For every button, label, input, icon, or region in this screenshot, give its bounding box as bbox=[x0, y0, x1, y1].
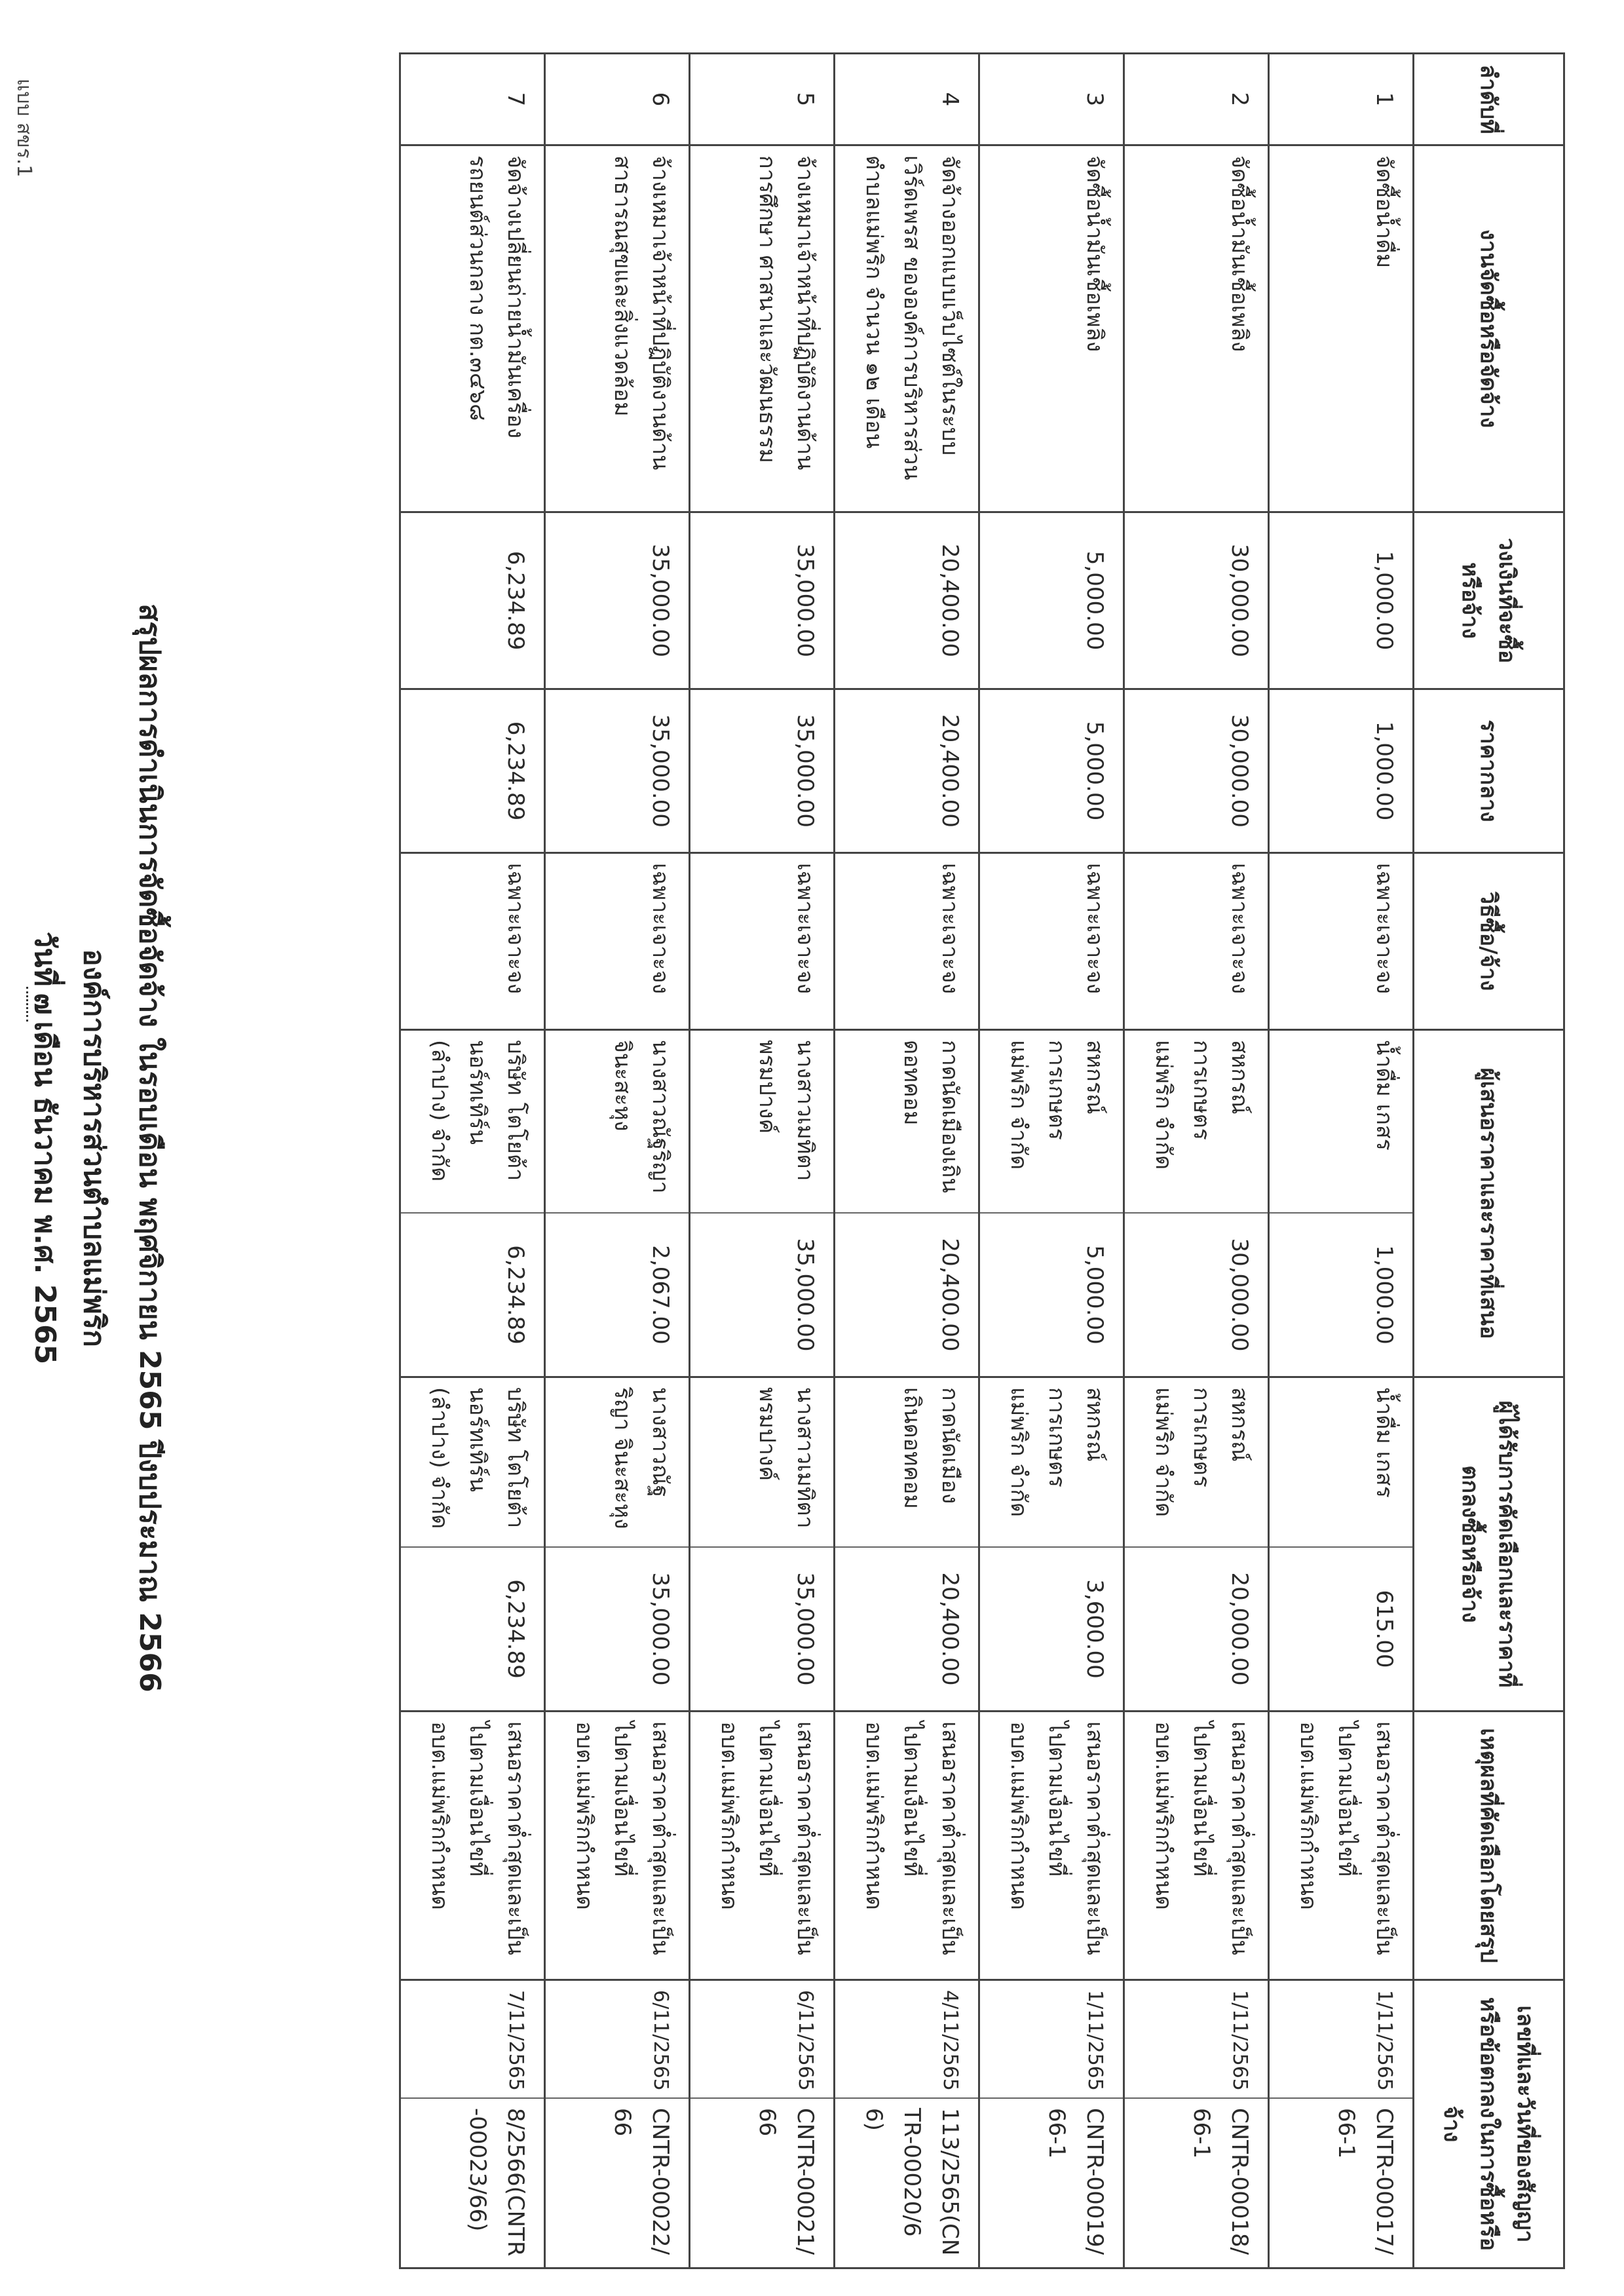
work-description: จัดซื้อน้ำดื่ม bbox=[1269, 145, 1414, 512]
winner-price: 3,600.00 bbox=[1082, 1579, 1108, 1679]
row-number: 6 bbox=[545, 54, 690, 145]
budget-amount: 35,000.00 bbox=[545, 512, 690, 689]
winner-price: 20,400.00 bbox=[937, 1572, 963, 1686]
procurement-table bbox=[399, 52, 1565, 2269]
bidder-name: นางสาวณัฐริญา จินะสะหุง bbox=[546, 1031, 689, 1214]
bidder bbox=[545, 1030, 690, 1377]
work-description: จ้างเหมาเจ้าหน้าที่ปฏิบัติงานด้านการศึกษา ศาสนาและวัฒนธรรม bbox=[690, 145, 835, 512]
header-median-price: ราคากลาง bbox=[1414, 689, 1564, 853]
bidder bbox=[1269, 1030, 1414, 1377]
organization-name: องค์การบริหารส่วนตำบลแม่พริก bbox=[77, 949, 111, 1347]
budget-amount: 1,000.00 bbox=[1269, 512, 1414, 689]
contract-number: 8/2566(CNTR-00023/66) bbox=[464, 2108, 529, 2257]
contract-date: 7/11/2565 bbox=[401, 1981, 544, 2099]
row-number: 4 bbox=[835, 54, 979, 145]
contract-number: CNTR-00018/66-1 bbox=[1188, 2108, 1253, 2255]
procurement-method: เฉพาะเจาะจง bbox=[979, 853, 1124, 1030]
document-title: สรุปผลการดำเนินการจัดซื้อจัดจ้าง ในรอบเดือน พฤศจิกายน 2565 ปีงบประมาณ 2566 bbox=[133, 603, 166, 1693]
bidder-name: น้ำดื่ม เกสร bbox=[1270, 1031, 1412, 1214]
header-winner: ผู้ได้รับการคัดเลือกและราคาที่ตกลงซื้อหรือจ้าง bbox=[1414, 1377, 1564, 1712]
median-price: 5,000.00 bbox=[979, 689, 1124, 853]
winner bbox=[1124, 1377, 1269, 1712]
winner bbox=[690, 1377, 835, 1712]
winner-price: 35,000.00 bbox=[792, 1572, 818, 1686]
bidder-name: สหกรณ์การเกษตรแม่พริก จำกัด bbox=[1125, 1031, 1268, 1214]
procurement-method: เฉพาะเจาะจง bbox=[690, 853, 835, 1030]
table-row bbox=[1269, 54, 1414, 2268]
contract-number: CNTR-00019/66-1 bbox=[1044, 2108, 1108, 2255]
bidder-name: นางสาวเมทิตา พรมปางค์ bbox=[690, 1031, 833, 1214]
table-row bbox=[690, 54, 835, 2268]
work-description: จัดจ้างเปลี่ยนถ่ายน้ำมันเครื่องรถยนต์ส่วนกลาง กต.๓๔๖๘ bbox=[400, 145, 545, 512]
winner bbox=[979, 1377, 1124, 1712]
median-price: 30,000.00 bbox=[1124, 689, 1269, 853]
table-row bbox=[979, 54, 1124, 2268]
contract-date: 6/11/2565 bbox=[546, 1981, 689, 2099]
winner bbox=[1269, 1377, 1414, 1712]
selection-reason: เสนอราคาต่ำสุดและเป็นไปตามเงื่อนไขที่ อบต.แม่พริกกำหนด bbox=[545, 1712, 690, 1980]
winner-name: กาดนัดเมืองเถินดอทคอม bbox=[835, 1378, 978, 1548]
budget-amount: 5,000.00 bbox=[979, 512, 1124, 689]
winner-name: นางสาวเมทิตา พรมปางค์ bbox=[690, 1378, 833, 1548]
contract-date: 1/11/2565 bbox=[1125, 1981, 1268, 2099]
contract-info bbox=[545, 1980, 690, 2268]
bidder bbox=[690, 1030, 835, 1377]
median-price: 35,000.00 bbox=[690, 689, 835, 853]
winner-name: สหกรณ์การเกษตรแม่พริก จำกัด bbox=[1125, 1378, 1268, 1548]
winner-price: 6,234.89 bbox=[502, 1579, 529, 1679]
header-contract: เลขที่และวันที่ของสัญญาหรือข้อตกลงในการซื้อหรือจ้าง bbox=[1414, 1980, 1564, 2268]
work-description: จัดซื้อน้ำมันเชื้อเพลิง bbox=[979, 145, 1124, 512]
table-row bbox=[1124, 54, 1269, 2268]
form-code: แบบ สขร.1 bbox=[12, 79, 35, 178]
winner bbox=[400, 1377, 545, 1712]
row-number: 1 bbox=[1269, 54, 1414, 145]
work-description: จัดจ้างออกแบบเว็บไซต์ในระบบเวิร์ดเพรส ขององค์การบริหารส่วนตำบลแม่พริก จำนวน ๑๒ เดือน bbox=[835, 145, 979, 512]
selection-reason: เสนอราคาต่ำสุดและเป็นไปตามเงื่อนไขที่ อบต.แม่พริกกำหนด bbox=[690, 1712, 835, 1980]
winner-price: 20,000.00 bbox=[1226, 1572, 1253, 1686]
bidder-name: สหกรณ์การเกษตรแม่พริก จำกัด bbox=[980, 1031, 1123, 1214]
contract-info bbox=[835, 1980, 979, 2268]
procurement-method: เฉพาะเจาะจง bbox=[835, 853, 979, 1030]
header-no: ลำดับที่ bbox=[1414, 54, 1564, 145]
header-work: งานจัดซื้อหรือจัดจ้าง bbox=[1414, 145, 1564, 512]
winner-name: สหกรณ์การเกษตรแม่พริก จำกัด bbox=[980, 1378, 1123, 1548]
bidder bbox=[835, 1030, 979, 1377]
median-price: 1,000.00 bbox=[1269, 689, 1414, 853]
selection-reason: เสนอราคาต่ำสุดและเป็นไปตามเงื่อนไขที่ อบต.แม่พริกกำหนด bbox=[1124, 1712, 1269, 1980]
row-number: 7 bbox=[400, 54, 545, 145]
bidder-price: 1,000.00 bbox=[1371, 1245, 1397, 1345]
winner bbox=[835, 1377, 979, 1712]
selection-reason: เสนอราคาต่ำสุดและเป็นไปตามเงื่อนไขที่ อบต.แม่พริกกำหนด bbox=[400, 1712, 545, 1980]
bidder-price: 35,000.00 bbox=[792, 1238, 818, 1352]
date-day: ๗ bbox=[26, 987, 62, 1022]
median-price: 20,400.00 bbox=[835, 689, 979, 853]
date-prefix: วันที่ bbox=[28, 931, 62, 987]
winner bbox=[545, 1377, 690, 1712]
table-row bbox=[545, 54, 690, 2268]
contract-date: 6/11/2565 bbox=[690, 1981, 833, 2099]
median-price: 6,234.89 bbox=[400, 689, 545, 853]
header-bidders: ผู้เสนอราคาและราคาที่เสนอ bbox=[1414, 1030, 1564, 1377]
contract-number: CNTR-00017/66-1 bbox=[1333, 2108, 1397, 2255]
work-description: จัดซื้อน้ำมันเชื้อเพลิง bbox=[1124, 145, 1269, 512]
table-row bbox=[400, 54, 545, 2268]
bidder-name: กาดนัดเมืองเถินดอทคอม bbox=[835, 1031, 978, 1214]
bidder-price: 6,234.89 bbox=[502, 1245, 529, 1345]
header-budget: วงเงินที่จะซื้อหรือจ้าง bbox=[1414, 512, 1564, 689]
contract-info bbox=[690, 1980, 835, 2268]
budget-amount: 6,234.89 bbox=[400, 512, 545, 689]
selection-reason: เสนอราคาต่ำสุดและเป็นไปตามเงื่อนไขที่ อบต.แม่พริกกำหนด bbox=[979, 1712, 1124, 1980]
bidder bbox=[979, 1030, 1124, 1377]
winner-name: น้ำดื่ม เกสร bbox=[1270, 1378, 1412, 1548]
contract-number: CNTR-00021/66 bbox=[754, 2108, 818, 2255]
budget-amount: 30,000.00 bbox=[1124, 512, 1269, 689]
contract-number: CNTR-00022/66 bbox=[609, 2108, 673, 2255]
procurement-method: เฉพาะเจาะจง bbox=[545, 853, 690, 1030]
table-row bbox=[835, 54, 979, 2268]
document-date bbox=[22, 0, 68, 2296]
header-reason: เหตุผลที่คัดเลือกโดยสรุป bbox=[1414, 1712, 1564, 1980]
median-price: 35,000.00 bbox=[545, 689, 690, 853]
bidder bbox=[400, 1030, 545, 1377]
contract-date: 1/11/2565 bbox=[1270, 1981, 1412, 2099]
selection-reason: เสนอราคาต่ำสุดและเป็นไปตามเงื่อนไขที่ อบต.แม่พริกกำหนด bbox=[1269, 1712, 1414, 1980]
row-number: 5 bbox=[690, 54, 835, 145]
winner-price: 35,000.00 bbox=[647, 1572, 673, 1686]
contract-number: 113/2565(CNTR-00020/66) bbox=[861, 2108, 963, 2256]
bidder-price: 30,000.00 bbox=[1226, 1238, 1253, 1352]
bidder bbox=[1124, 1030, 1269, 1377]
contract-info bbox=[979, 1980, 1124, 2268]
contract-info bbox=[400, 1980, 545, 2268]
budget-amount: 20,400.00 bbox=[835, 512, 979, 689]
date-suffix: เดือน ธันวาคม พ.ศ. 2565 bbox=[28, 1021, 62, 1365]
contract-info bbox=[1124, 1980, 1269, 2268]
procurement-method: เฉพาะเจาะจง bbox=[1124, 853, 1269, 1030]
procurement-method: เฉพาะเจาะจง bbox=[400, 853, 545, 1030]
winner-price: 615.00 bbox=[1371, 1590, 1397, 1668]
work-description: จ้างเหมาเจ้าหน้าที่ปฏิบัติงานด้านสาธารณสุขและสิ่งแวดล้อม bbox=[545, 145, 690, 512]
row-number: 2 bbox=[1124, 54, 1269, 145]
bidder-price: 5,000.00 bbox=[1082, 1245, 1108, 1345]
contract-date: 1/11/2565 bbox=[980, 1981, 1123, 2099]
winner-name: นางสาวณัฐริญา จินะสะหุง bbox=[546, 1378, 689, 1548]
header-method: วิธีซื้อ/จ้าง bbox=[1414, 853, 1564, 1030]
bidder-name: บริษัท โตโยต้า นอร์ทเทิร์น (ลำปาง) จำกัด bbox=[401, 1031, 544, 1214]
selection-reason: เสนอราคาต่ำสุดและเป็นไปตามเงื่อนไขที่ อบต.แม่พริกกำหนด bbox=[835, 1712, 979, 1980]
winner-name: บริษัท โตโยต้า นอร์ทเทิร์น (ลำปาง) จำกัด bbox=[401, 1378, 544, 1548]
contract-date: 4/11/2565 bbox=[835, 1981, 978, 2099]
row-number: 3 bbox=[979, 54, 1124, 145]
contract-info bbox=[1269, 1980, 1414, 2268]
procurement-method: เฉพาะเจาะจง bbox=[1269, 853, 1414, 1030]
bidder-price: 2,067.00 bbox=[647, 1245, 673, 1345]
bidder-price: 20,400.00 bbox=[937, 1238, 963, 1352]
budget-amount: 35,000.00 bbox=[690, 512, 835, 689]
